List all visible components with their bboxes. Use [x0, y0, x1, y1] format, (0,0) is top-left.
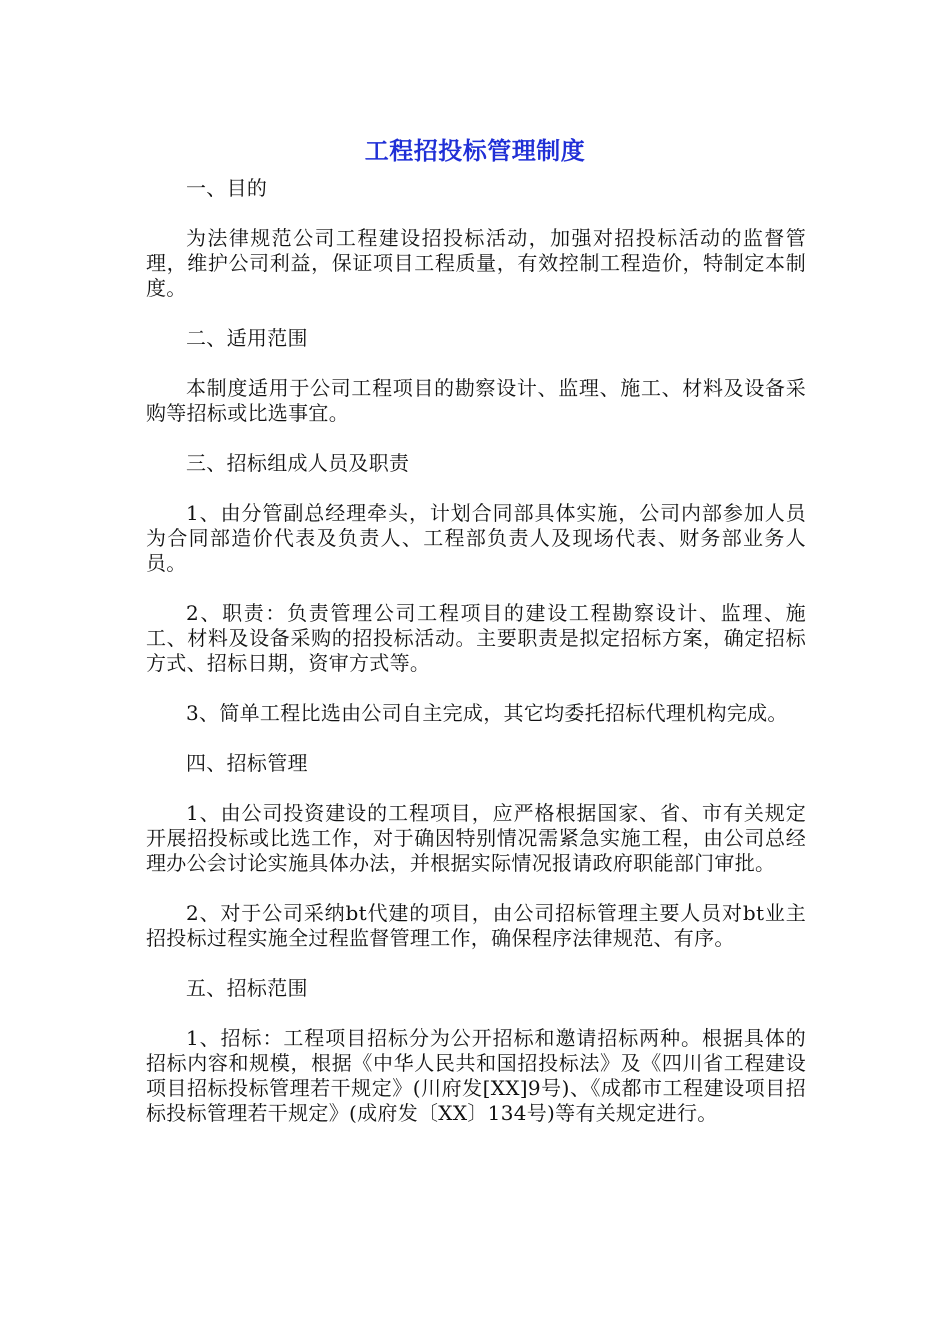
paragraph-scope: 本制度适用于公司工程项目的勘察设计、监理、施工、材料及设备采购等招标或比选事宜。 [146, 376, 806, 425]
paragraph-bidding-scope-1: 1、招标：工程项目招标分为公开招标和邀请招标两种。根据具体的招标内容和规模，根据《中华人民共和国招投标法》及《四川省工程建设项目招标投标管理若干规定》(川府发[XX]9号)、《成都市工程建设项目招标投标管理若干规定》(成府发〔XX〕134号)等有关规定进行。 [146, 1026, 806, 1125]
paragraph-management-1: 1、由公司投资建设的工程项目，应严格根据国家、省、市有关规定开展招投标或比选工作，对于确因特别情况需紧急实施工程，由公司总经理办公会讨论实施具体办法，并根据实际情况报请政府职能部门审批。 [146, 801, 806, 875]
paragraph-staff-2: 2、职责：负责管理公司工程项目的建设工程勘察设计、监理、施工、材料及设备采购的招投标活动。主要职责是拟定招标方案，确定招标方式、招标日期，资审方式等。 [146, 601, 806, 675]
paragraph-management-2: 2、对于公司采纳bt代建的项目，由公司招标管理主要人员对bt业主招投标过程实施全过程监督管理工作，确保程序法律规范、有序。 [146, 901, 806, 950]
document-title: 工程招投标管理制度 [364, 137, 586, 165]
section-heading-purpose: 一、目的 [186, 176, 268, 200]
paragraph-staff-3: 3、简单工程比选由公司自主完成，其它均委托招标代理机构完成。 [186, 701, 788, 725]
section-heading-staff: 三、招标组成人员及职责 [186, 451, 410, 475]
section-heading-bidding-scope: 五、招标范围 [186, 976, 308, 1000]
paragraph-staff-1: 1、由分管副总经理牵头，计划合同部具体实施，公司内部参加人员为合同部造价代表及负责人、工程部负责人及现场代表、财务部业务人员。 [146, 501, 806, 575]
section-heading-management: 四、招标管理 [186, 751, 308, 775]
document-body [146, 176, 806, 1151]
section-heading-scope: 二、适用范围 [186, 326, 308, 350]
paragraph-purpose: 为法律规范公司工程建设招投标活动，加强对招投标活动的监督管理，维护公司利益，保证项目工程质量，有效控制工程造价，特制定本制度。 [146, 226, 806, 300]
